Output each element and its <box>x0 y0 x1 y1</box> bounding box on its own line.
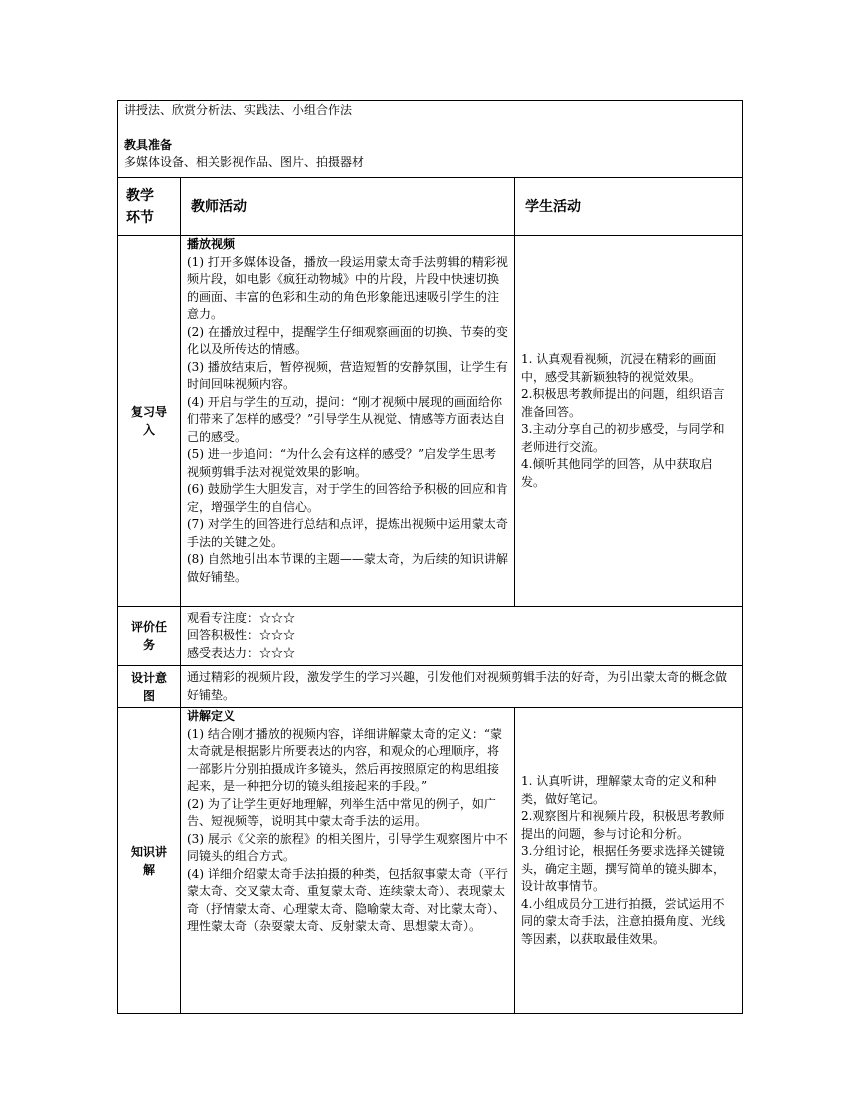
design-text: 通过精彩的视频片段，激发学生的学习兴趣，引发他们对视频剪辑手法的好奇，为引出蒙太奇的概念做好铺垫。 <box>187 670 728 702</box>
table-header-row <box>118 178 743 236</box>
evaluation-item: 回答积极性：☆☆☆ <box>187 628 296 643</box>
evaluation-stage <box>118 607 181 666</box>
knowledge-student-item: 4.小组成员分工进行拍摄，尝试运用不同的蒙太奇手法，注意拍摄角度、光线等因素，以获取最佳效果。 <box>521 896 726 946</box>
knowledge-teacher-title: 讲解定义 <box>187 709 236 723</box>
methods-cell <box>118 101 743 178</box>
knowledge-teacher-cell <box>181 708 515 1014</box>
review-teacher-title: 播放视频 <box>187 237 236 251</box>
header-teacher: 教师活动 <box>181 178 515 236</box>
evaluation-stage-line2: 务 <box>142 638 155 652</box>
equipment-text: 多媒体设备、相关影视作品、图片、拍摄器材 <box>124 155 365 169</box>
lesson-plan-table <box>117 100 743 1014</box>
header-stage-line1: 教学 <box>126 187 154 204</box>
knowledge-student-item: 1. 认真听讲，理解蒙太奇的定义和种类，做好笔记。 <box>521 774 717 806</box>
knowledge-teacher-item: (4) 详细介绍蒙太奇手法拍摄的种类，包括叙事蒙太奇（平行蒙太奇、交叉蒙太奇、重复蒙太奇、连续蒙太奇）、表现蒙太奇（抒情蒙太奇、心理蒙太奇、隐喻蒙太奇、对比蒙太奇）、理性蒙太奇（杂耍蒙太奇、反射蒙太奇、思想蒙太奇）。 <box>187 866 508 933</box>
equipment-title: 教具准备 <box>124 137 173 152</box>
review-teacher-item: (4) 开启与学生的互动，提问：“刚才视频中展现的画面给你们带来了怎样的感受？”引导学生从视觉、情感等方面表达自己的感受。 <box>187 394 506 444</box>
header-student: 学生活动 <box>515 178 743 236</box>
header-stage <box>118 178 181 236</box>
review-student-item: 2.积极思考教师提出的问题，组织语言准备回答。 <box>521 387 725 419</box>
knowledge-stage <box>118 708 181 1014</box>
review-row <box>118 236 743 607</box>
knowledge-teacher-item: (1) 结合刚才播放的视频内容，详细讲解蒙太奇的定义：“蒙太奇就是根据影片所要表达的内容，和观众的心理顺序，将一部影片分别拍摄成许多镜头，然后再按照原定的构思组接起来，是一种把分切的镜头组接起来的手段。” <box>187 726 502 793</box>
design-stage-line1: 设计意 <box>130 670 167 685</box>
review-teacher-cell <box>181 236 515 607</box>
review-teacher-item: (5) 进一步追问：“为什么会有这样的感受？”启发学生思考视频剪辑手法对视觉效果的影响。 <box>187 447 497 479</box>
review-teacher-item: (2) 在播放过程中，提醒学生仔细观察画面的切换、节奏的变化以及所传达的情感。 <box>187 324 508 356</box>
review-stage-line2: 入 <box>142 423 155 437</box>
review-stage <box>118 236 181 607</box>
review-teacher-item: (8) 自然地引出本节课的主题——蒙太奇，为后续的知识讲解做好铺垫。 <box>187 552 508 584</box>
lesson-plan-page <box>117 100 742 1014</box>
methods-row <box>118 101 743 178</box>
header-stage-line2: 环节 <box>126 209 154 226</box>
design-stage-line2: 图 <box>142 688 155 703</box>
review-teacher-item: (7) 对学生的回答进行总结和点评，提炼出视频中运用蒙太奇手法的关键之处。 <box>187 517 508 549</box>
knowledge-stage-line2: 解 <box>142 862 155 877</box>
review-stage-line1: 复习导 <box>130 405 167 419</box>
evaluation-stage-line1: 评价任 <box>130 620 167 634</box>
knowledge-stage-line1: 知识讲 <box>130 844 167 859</box>
knowledge-student-cell <box>515 708 743 1014</box>
design-row <box>118 666 743 708</box>
evaluation-item: 观看专注度：☆☆☆ <box>187 610 296 625</box>
evaluation-row <box>118 607 743 666</box>
evaluation-cell <box>181 607 743 666</box>
review-teacher-item: (3) 播放结束后，暂停视频，营造短暂的安静氛围，让学生有时间回味视频内容。 <box>187 359 508 391</box>
review-student-item: 3.主动分享自己的初步感受，与同学和老师进行交流。 <box>521 422 725 454</box>
knowledge-row <box>118 708 743 1014</box>
review-student-item: 1. 认真观看视频，沉浸在精彩的画面中，感受其新颖独特的视觉效果。 <box>521 352 717 384</box>
knowledge-teacher-item: (2) 为了让学生更好地理解，列举生活中常见的例子，如广告、短视频等，说明其中蒙太奇手法的运用。 <box>187 796 496 828</box>
knowledge-teacher-item: (3) 展示《父亲的旅程》的相关图片，引导学生观察图片中不同镜头的组合方式。 <box>187 831 508 863</box>
review-student-cell <box>515 236 743 607</box>
knowledge-student-item: 2.观察图片和视频片段，积极思考教师提出的问题，参与讨论和分析。 <box>521 809 725 841</box>
review-student-item: 4.倾听其他同学的回答，从中获取启发。 <box>521 457 713 489</box>
design-cell <box>181 666 743 708</box>
knowledge-student-item: 3.分组讨论，根据任务要求选择关键镜头，确定主题，撰写简单的镜头脚本，设计故事情节。 <box>521 844 726 893</box>
design-stage <box>118 666 181 708</box>
review-teacher-item: (1) 打开多媒体设备，播放一段运用蒙太奇手法剪辑的精彩视频片段，如电影《疯狂动物城》中的片段，片段中快速切换的画面、丰富的色彩和生动的角色形象能迅速吸引学生的注意力。 <box>187 254 508 321</box>
teaching-methods: 讲授法、欣赏分析法、实践法、小组合作法 <box>124 103 353 117</box>
evaluation-item: 感受表达力：☆☆☆ <box>187 645 296 660</box>
review-teacher-item: (6) 鼓励学生大胆发言，对于学生的回答给予积极的回应和肯定，增强学生的自信心。 <box>187 482 508 514</box>
